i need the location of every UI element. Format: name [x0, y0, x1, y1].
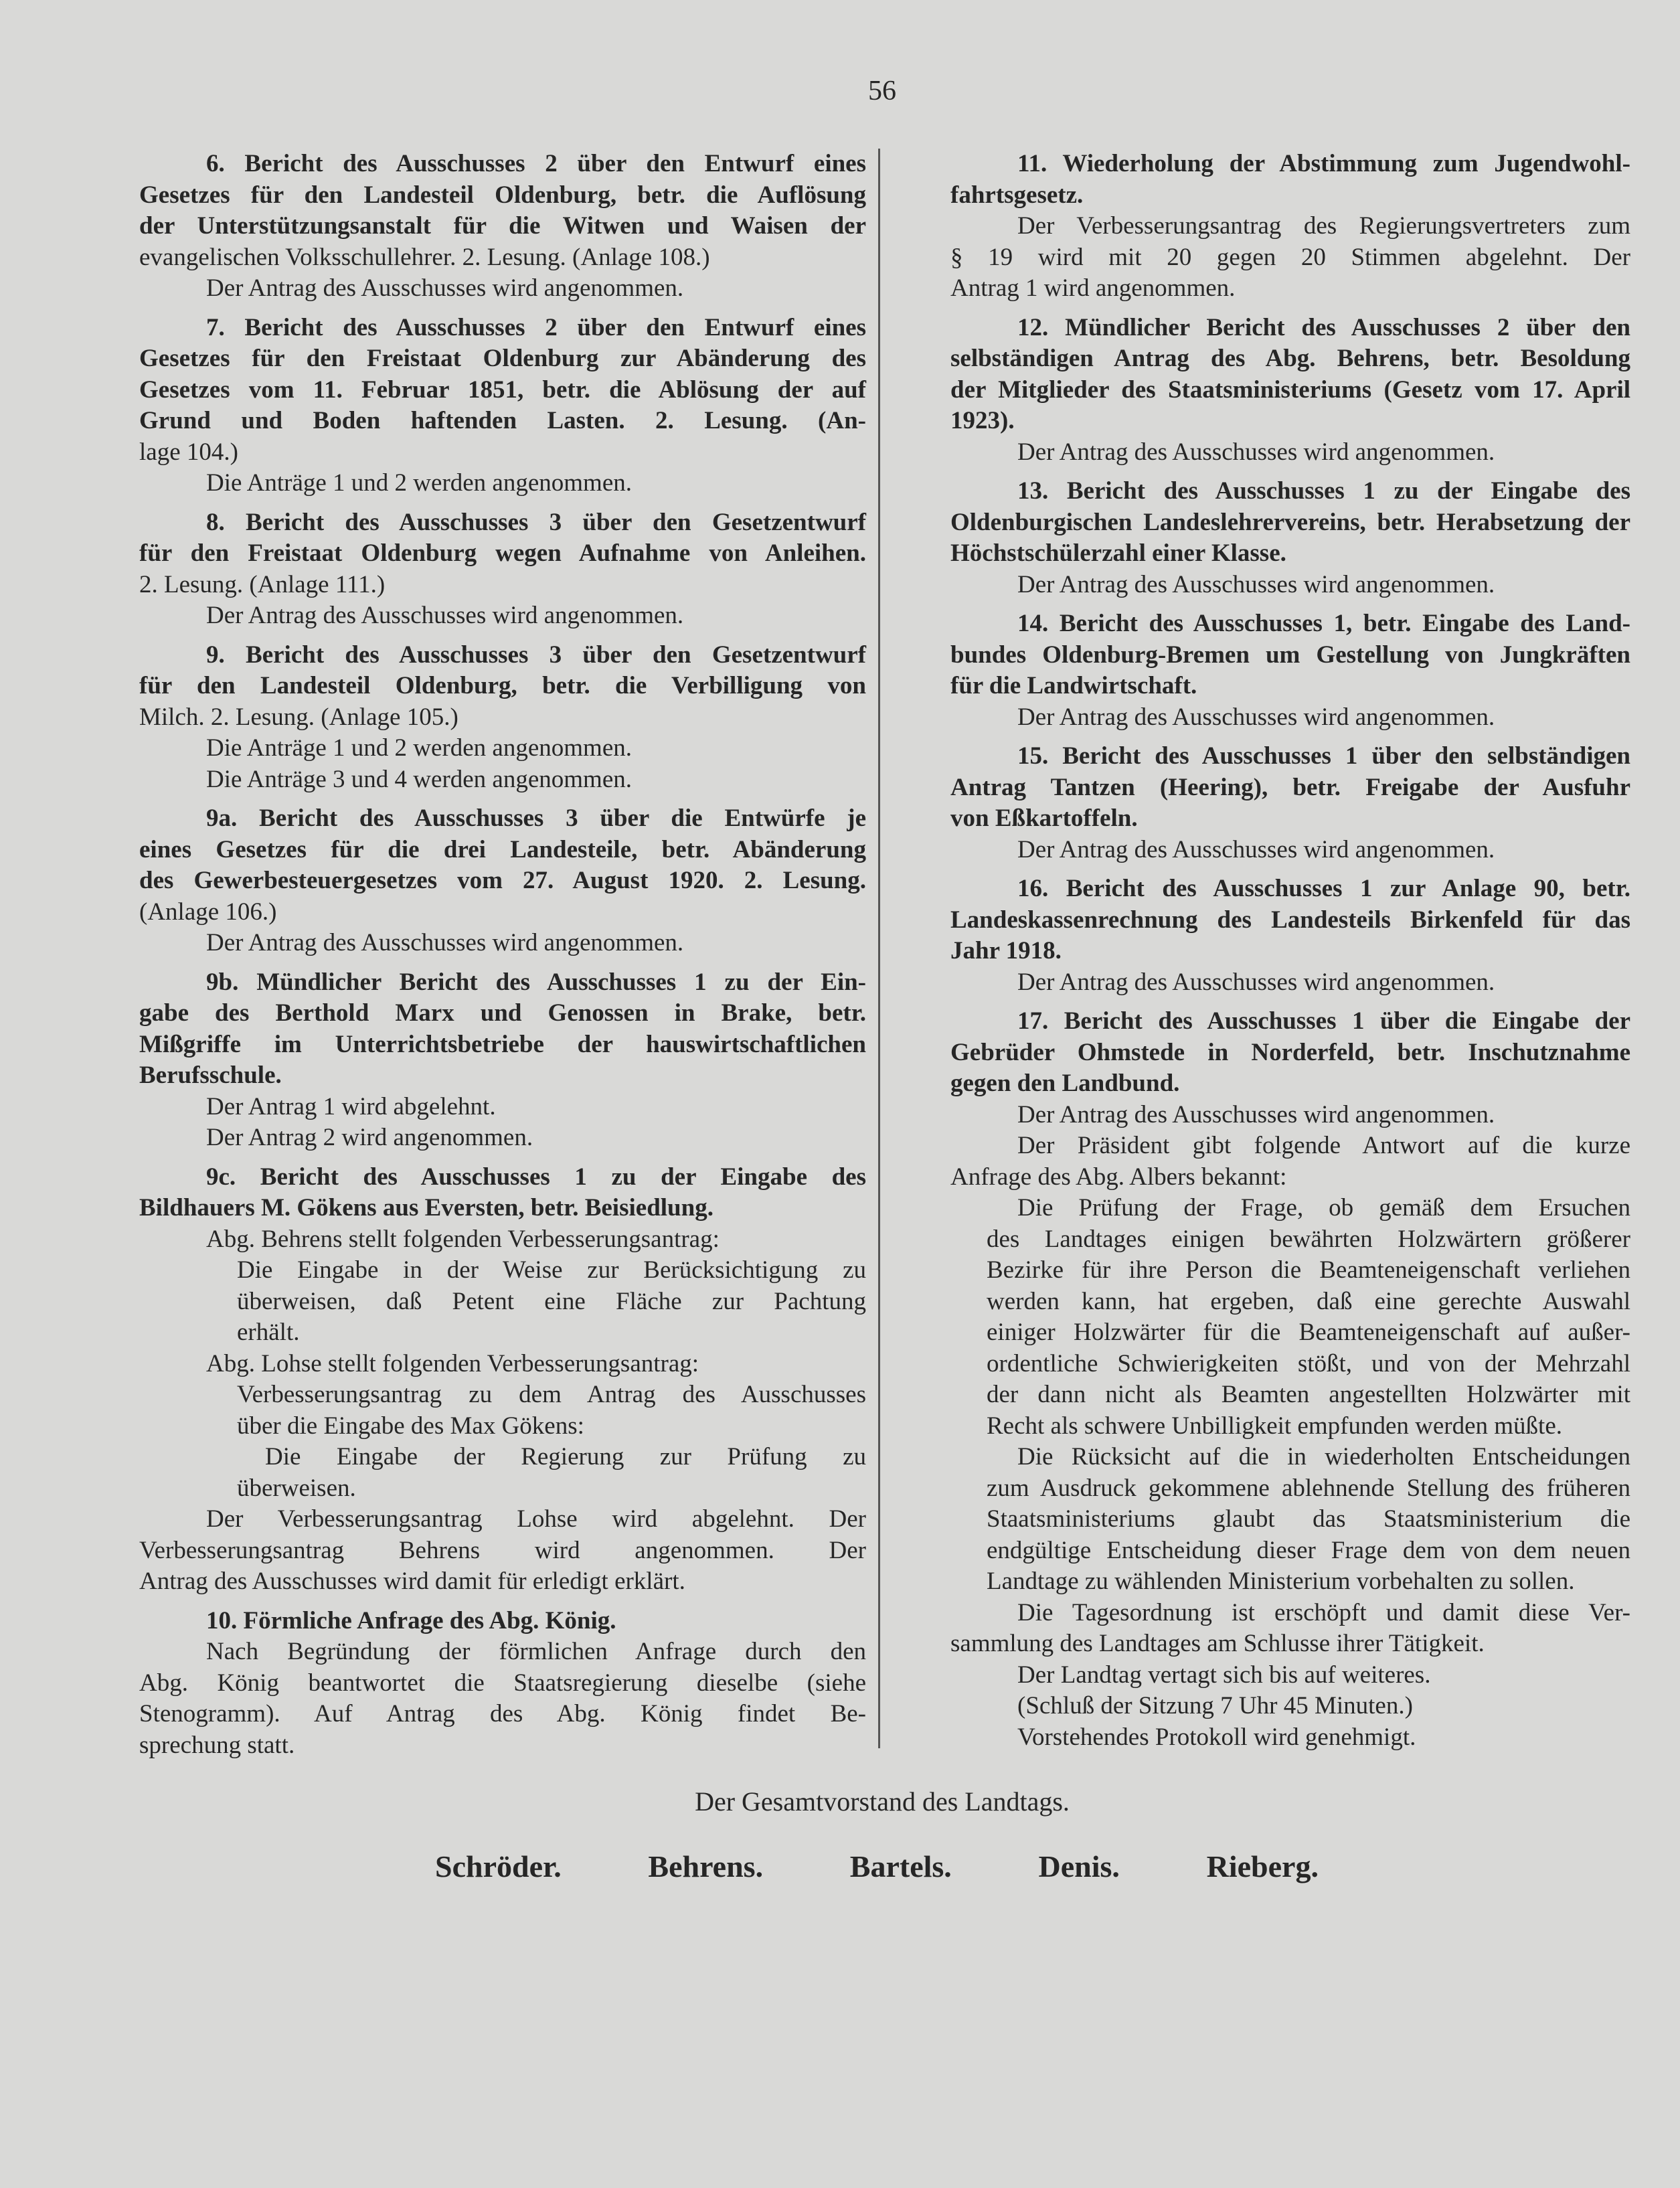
- text-line: Antrag des Ausschusses wird damit für erledigt erklärt.: [139, 1568, 685, 1595]
- agenda-item: [950, 149, 1630, 211]
- text-line: lage 104.): [139, 438, 238, 466]
- text-line: des Gewerbesteuergesetzes vom 27. August 1920. 2. Lesung.: [139, 867, 866, 894]
- text-line: selbständigen Antrag des Abg. Behrens, betr. Besoldung: [950, 345, 1630, 372]
- resolution-text: [139, 1224, 866, 1256]
- text-line: 7. Bericht des Ausschusses 2 über den Entwurf eines: [206, 313, 866, 341]
- resolution-text: [950, 1598, 1630, 1660]
- resolution-text: [950, 702, 1630, 734]
- text-line: erhält.: [237, 1319, 300, 1346]
- signature: Rieberg.: [1206, 1849, 1319, 1883]
- text-line: Gesetzes für den Landesteil Oldenburg, betr. die Auflösung: [139, 181, 866, 209]
- text-line: Stenogramm). Auf Antrag des Abg. König findet Be-: [139, 1700, 866, 1728]
- text-line: Die Eingabe der Regierung zur Prüfung zu: [265, 1443, 866, 1470]
- text-line: Die Rücksicht auf die in wiederholten Entscheidungen: [1017, 1443, 1630, 1470]
- text-line: der Mitglieder des Staatsministeriums (Gesetz vom 17. April: [950, 375, 1630, 404]
- page-number: 56: [868, 76, 896, 106]
- resolution-text: [139, 1092, 866, 1123]
- text-line: evangelischen Volksschullehrer. 2. Lesung. (Anlage 108.): [139, 243, 710, 271]
- text-line: 6. Bericht des Ausschusses 2 über den Entwurf eines: [206, 150, 866, 177]
- text-line: 16. Bericht des Ausschusses 1 zur Anlage 90, betr.: [1017, 875, 1630, 902]
- text-line: Landtage zu wählenden Ministerium vorbehalten zu sollen.: [987, 1568, 1575, 1595]
- text-line: 2. Lesung. (Anlage 111.): [139, 570, 386, 598]
- text-line: Gebrüder Ohmstede in Norderfeld, betr. Inschutznahme: [950, 1038, 1630, 1066]
- text-line: Abg. Lohse stellt folgenden Verbesserungsantrag:: [206, 1349, 699, 1377]
- resolution-text: [950, 1100, 1630, 1131]
- agenda-item: [139, 803, 866, 928]
- text-line: Bezirke für ihre Person die Beamteneigenschaft verliehen: [987, 1256, 1630, 1284]
- resolution-text: [950, 1660, 1630, 1691]
- text-line: Staatsministeriums glaubt das Staatsministerium die: [987, 1505, 1630, 1533]
- text-line: Mißgriffe im Unterrichtsbetriebe der hauswirtschaftlichen: [139, 1030, 866, 1058]
- text-line: bundes Oldenburg-Bremen um Gestellung von Jungkräften: [950, 641, 1630, 669]
- text-line: Berufsschule.: [139, 1062, 282, 1089]
- agenda-item: [139, 967, 866, 1092]
- signature: Denis.: [1038, 1849, 1120, 1883]
- resolution-text: [950, 967, 1630, 999]
- text-line: überweisen, daß Petent eine Fläche zur Pachtung: [237, 1287, 866, 1315]
- text-line: Verbesserungsantrag zu dem Antrag des Ausschusses: [237, 1381, 866, 1408]
- quoted-text: [139, 1255, 866, 1349]
- text-line: eines Gesetzes für die drei Landesteile, betr. Abänderung: [139, 835, 866, 863]
- resolution-text: [950, 1722, 1630, 1754]
- text-line: über die Eingabe des Max Gökens:: [237, 1412, 584, 1440]
- resolution-text: [139, 928, 866, 959]
- resolution-text: [950, 437, 1630, 469]
- agenda-item: [950, 1006, 1630, 1100]
- text-line: Die Anträge 1 und 2 werden angenommen.: [206, 734, 633, 762]
- text-line: Die Tagesordnung ist erschöpft und damit diese Ver-: [1017, 1598, 1630, 1626]
- resolution-text: [950, 835, 1630, 866]
- text-line: Vorstehendes Protokoll wird genehmigt.: [1017, 1723, 1416, 1751]
- text-line: 9a. Bericht des Ausschusses 3 über die Entwürfe je: [206, 805, 866, 832]
- text-line: 17. Bericht des Ausschusses 1 über die Eingabe der: [1017, 1007, 1630, 1035]
- text-line: Der Antrag 1 wird abgelehnt.: [206, 1092, 496, 1120]
- text-line: Der Antrag des Ausschusses wird angenommen.: [1017, 703, 1495, 731]
- text-line: des Landtages einigen bewährten Holzwärtern größerer: [987, 1225, 1630, 1253]
- resolution-text: [139, 273, 866, 305]
- resolution-text: [139, 1349, 866, 1380]
- text-line: ordentliche Schwierigkeiten stößt, und von der Mehrzahl: [987, 1349, 1630, 1377]
- text-line: Bildhauers M. Gökens aus Eversten, betr. Beisiedlung.: [139, 1194, 713, 1222]
- agenda-item: [950, 313, 1630, 437]
- text-line: 8. Bericht des Ausschusses 3 über den Gesetzentwurf: [206, 508, 866, 536]
- text-line: Die Anträge 3 und 4 werden angenommen.: [206, 765, 633, 793]
- agenda-item: [139, 640, 866, 734]
- text-line: gegen den Landbund.: [950, 1070, 1180, 1097]
- text-line: für den Landesteil Oldenburg, betr. die Verbilligung von: [139, 672, 866, 699]
- text-line: Der Antrag des Ausschusses wird angenommen.: [206, 602, 684, 629]
- quoted-text: [139, 1379, 866, 1442]
- text-line: 9c. Bericht des Ausschusses 1 zu der Eingabe des: [206, 1163, 866, 1191]
- text-line: Der Antrag des Ausschusses wird angenommen.: [1017, 1100, 1495, 1128]
- text-line: 1923).: [950, 407, 1015, 434]
- text-line: der Unterstützungsanstalt für die Witwen und Waisen der: [139, 212, 866, 240]
- agenda-item: [139, 507, 866, 601]
- text-line: Die Prüfung der Frage, ob gemäß dem Ersuchen: [1017, 1194, 1630, 1222]
- signature: Behrens.: [648, 1849, 764, 1883]
- text-line: (Anlage 106.): [139, 898, 277, 926]
- text-line: Der Verbesserungsantrag des Regierungsvertreters zum: [1017, 212, 1630, 240]
- text-line: 14. Bericht des Ausschusses 1, betr. Eingabe des Land-: [1017, 610, 1630, 637]
- resolution-text: [139, 1504, 866, 1598]
- text-line: 13. Bericht des Ausschusses 1 zu der Eingabe des: [1017, 477, 1630, 505]
- text-line: 11. Wiederholung der Abstimmung zum Jugendwohl-: [1017, 150, 1630, 177]
- text-line: Milch. 2. Lesung. (Anlage 105.): [139, 703, 458, 731]
- resolution-text: [139, 1122, 866, 1154]
- text-line: werden kann, hat ergeben, daß eine gerechte Auswahl: [987, 1287, 1630, 1315]
- resolution-text: [950, 1691, 1630, 1722]
- text-line: überweisen.: [237, 1474, 356, 1502]
- text-line: Der Antrag des Ausschusses wird angenommen.: [1017, 438, 1495, 466]
- resolution-text: [139, 600, 866, 632]
- text-line: Der Landtag vertagt sich bis auf weiteres.: [1017, 1661, 1431, 1689]
- text-line: 12. Mündlicher Bericht des Ausschusses 2 über den: [1017, 313, 1630, 341]
- agenda-item: [950, 608, 1630, 702]
- resolution-text: [139, 764, 866, 796]
- text-line: (Schluß der Sitzung 7 Uhr 45 Minuten.): [1017, 1692, 1413, 1719]
- text-line: Abg. Behrens stellt folgenden Verbesserungsantrag:: [206, 1225, 720, 1253]
- text-line: Der Antrag des Ausschusses wird angenommen.: [1017, 835, 1495, 863]
- text-line: Der Antrag 2 wird angenommen.: [206, 1124, 533, 1151]
- text-line: 15. Bericht des Ausschusses 1 über den selbständigen: [1017, 742, 1630, 770]
- text-line: § 19 wird mit 20 gegen 20 Stimmen abgelehnt. Der: [950, 243, 1630, 271]
- agenda-item: [139, 313, 866, 469]
- signatures: [435, 1849, 1319, 1884]
- resolution-text: [139, 1636, 866, 1761]
- text-line: Jahr 1918.: [950, 937, 1062, 964]
- text-line: Der Verbesserungsantrag Lohse wird abgelehnt. Der: [206, 1505, 866, 1533]
- agenda-item: [139, 1162, 866, 1224]
- agenda-item: [139, 149, 866, 273]
- signature: Schröder.: [435, 1849, 562, 1883]
- text-line: Der Antrag des Ausschusses wird angenommen.: [206, 929, 684, 956]
- text-line: zum Ausdruck gekommene ablehnende Stellung des früheren: [987, 1474, 1630, 1502]
- text-line: Recht als schwere Unbilligkeit empfunden werden müßte.: [987, 1412, 1562, 1440]
- text-line: Anfrage des Abg. Albers bekannt:: [950, 1163, 1287, 1191]
- text-line: Die Eingabe in der Weise zur Berücksichtigung zu: [237, 1256, 866, 1284]
- resolution-text: [950, 570, 1630, 601]
- text-line: Der Präsident gibt folgende Antwort auf die kurze: [1017, 1132, 1630, 1159]
- left-column: [139, 149, 866, 1761]
- text-line: Antrag Tantzen (Heering), betr. Freigabe der Ausfuhr: [950, 773, 1630, 801]
- text-line: Nach Begründung der förmlichen Anfrage durch den: [206, 1638, 866, 1665]
- resolution-text: [950, 211, 1630, 305]
- resolution-text: [139, 733, 866, 764]
- agenda-item: [950, 741, 1630, 835]
- text-line: 9b. Mündlicher Bericht des Ausschusses 1 zu der Ein-: [206, 968, 866, 996]
- resolution-text: [950, 1130, 1630, 1193]
- text-line: Landeskassenrechnung des Landesteils Birkenfeld für das: [950, 906, 1630, 934]
- text-line: einiger Holzwärter für die Beamteneigenschaft auf außer-: [987, 1319, 1630, 1346]
- agenda-item: [139, 1606, 866, 1637]
- text-line: Der Antrag des Ausschusses wird angenommen.: [1017, 570, 1495, 598]
- text-line: Antrag 1 wird angenommen.: [950, 274, 1236, 302]
- quoted-text: [950, 1442, 1630, 1598]
- right-column: [950, 149, 1630, 1753]
- text-line: Oldenburgischen Landeslehrervereins, betr. Herabsetzung der: [950, 508, 1630, 536]
- text-line: sprechung statt.: [139, 1731, 295, 1759]
- text-line: für den Freistaat Oldenburg wegen Aufnahme von Anleihen.: [139, 539, 866, 567]
- text-line: 9. Bericht des Ausschusses 3 über den Gesetzentwurf: [206, 641, 866, 669]
- agenda-item: [950, 873, 1630, 967]
- text-line: Grund und Boden haftenden Lasten. 2. Lesung. (An-: [139, 407, 866, 434]
- text-line: endgültige Entscheidung dieser Frage dem von dem neuen: [987, 1536, 1630, 1564]
- text-line: der dann nicht als Beamten angestellten Holzwärter mit: [987, 1381, 1630, 1408]
- text-line: für die Landwirtschaft.: [950, 672, 1197, 699]
- column-divider: [878, 149, 880, 1748]
- signature: Bartels.: [849, 1849, 952, 1883]
- quoted-text: [950, 1193, 1630, 1442]
- text-line: Die Anträge 1 und 2 werden angenommen.: [206, 469, 633, 497]
- text-line: Der Antrag des Ausschusses wird angenommen.: [206, 274, 684, 302]
- text-line: gabe des Berthold Marx und Genossen in Brake, betr.: [139, 999, 866, 1027]
- quoted-text: [139, 1442, 866, 1504]
- text-line: fahrtsgesetz.: [950, 181, 1084, 209]
- text-line: Höchstschülerzahl einer Klasse.: [950, 539, 1286, 567]
- text-line: Verbesserungsantrag Behrens wird angenommen. Der: [139, 1536, 866, 1564]
- text-line: sammlung des Landtages am Schlusse ihrer Tätigkeit.: [950, 1630, 1485, 1657]
- text-line: Abg. König beantwortet die Staatsregierung dieselbe (siehe: [139, 1669, 866, 1697]
- agenda-item: [950, 476, 1630, 570]
- text-line: von Eßkartoffeln.: [950, 805, 1138, 832]
- text-line: Gesetzes für den Freistaat Oldenburg zur Abänderung des: [139, 345, 866, 372]
- text-line: Gesetzes vom 11. Februar 1851, betr. die Ablösung der auf: [139, 375, 866, 404]
- text-line: 10. Förmliche Anfrage des Abg. König.: [206, 1606, 616, 1634]
- board-title: Der Gesamtvorstand des Landtags.: [695, 1786, 1070, 1817]
- text-line: Der Antrag des Ausschusses wird angenommen.: [1017, 968, 1495, 996]
- resolution-text: [139, 468, 866, 499]
